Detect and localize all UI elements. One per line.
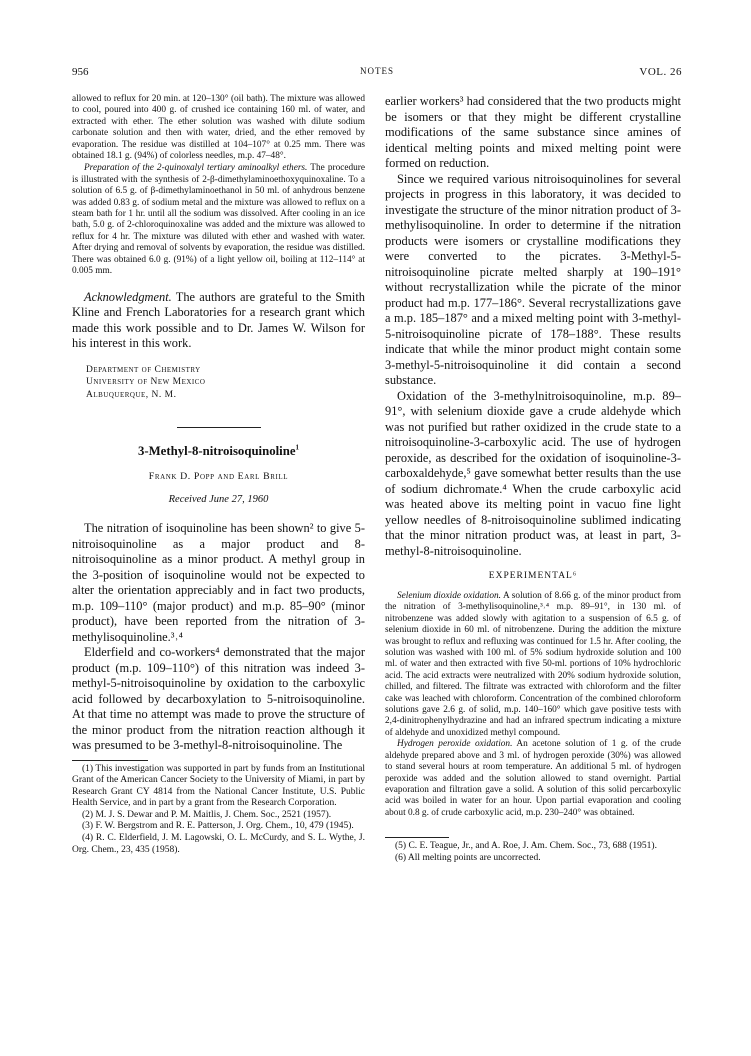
article-title-text: 3-Methyl-8-nitroisoquinoline [137, 444, 296, 458]
acknowledgment-text: The authors are grateful to the Smith Kline and French Laboratories for a research grant which made this work possible and to Dr. James W. Wilson for his interest in this work. [72, 289, 365, 350]
footnote-rule [385, 837, 449, 838]
previous-article-paragraph: allowed to reflux for 20 min. at 120–130° (oil bath). The mixture was allowed to cool, poured into 400 g. of crushed ice containing 160 ml. of water, and extracted with ether. The ether solution was washed with dilute sodium carbonate solution and then with water, dried, and the ether removed by evaporation. The residue was distilled at 104–107° at 0.25 mm. There was obtained 18.1 g. (94%) of colorless needles, m.p. 47–48°. [72, 94, 365, 162]
earlier-workers-paragraph: earlier workers³ had considered that the two products might be isomers or that they might be different crystalline modifications of the same substance since amines of identical melting points and mixed melting point were formed on reduction. [385, 94, 681, 170]
right-column [385, 94, 681, 864]
page-header [72, 66, 682, 82]
footnotes-right [385, 841, 681, 864]
selenium-heading: Selenium dioxide oxidation. [397, 591, 501, 601]
preparation-heading: Preparation of the 2-quinoxalyl tertiary aminoalkyl ethers. [84, 163, 308, 174]
intro-paragraph: The nitration of isoquinoline has been shown² to give 5-nitroisoquinoline as a major product and 8-nitroisoquinoline as a minor product. A methyl group in the 3-position of isoquinoline would not be expected to alter the orientation appreciably and in fact two products, m.p. 109–110° (major product) and m.p. 85–90° (minor product), have been reported from the nitration of 3-methylisoquinoline.³˒⁴ [72, 521, 365, 644]
authors: Frank D. Popp and Earl Brill [148, 471, 289, 482]
peroxide-paragraph [385, 739, 681, 819]
selenium-text: A solution of 8.66 g. of the minor product from the nitration of 3-methylisoquinoline,³˒⁴ m.p. 89–91°, in 130 ml. of nitrobenzene was added slowly with agitation to a suspension of 6.5 g. of selenium dioxide in 60 ml. of nitrobenzene. During the addition the mixture was brought to reflux and refluxing was continued for 1.5 hr. After cooling, the solution was washed with 100 ml. of 5% sodium hydroxide solution and 100 ml. of water and then extracted with five 50-ml. portions of 10% hydrochloric acid. The acid extracts were neutralized with 20% sodium hydroxide solution, chilled, and filtered. The filtrate was extracted with chloroform and the filter cake was leached with chloroform. Concentration of the combined chloroform solutions gave 2.6 g. of solid, m.p. 140–160° which gave positive tests with 2,4-dinitrophenylhydrazine and had an infrared spectrum indicating a mixture of aldehyde and unoxidized methyl compound. [385, 591, 681, 738]
peroxide-text: An acetone solution of 1 g. of the crude aldehyde prepared above and 3 ml. of hydrogen peroxide (30%) was allowed to stand several hours at room temperature. An additional 5 ml. of hydrogen peroxide was added and the solution allowed to stand overnight. Partial evaporation and filtration gave a solid. A solution of this solid percarboxylic acid was boiled in water for an hour. Upon partial evaporation and cooling about 0.8 g. of crude carboxylic acid, m.p. 230–240° was obtained. [385, 739, 681, 818]
affiliation-line: Albuquerque, N. M. [86, 389, 177, 400]
running-title: NOTES [360, 66, 394, 76]
affiliation-line: University of New Mexico [86, 377, 206, 387]
article-title [72, 444, 365, 459]
elderfield-paragraph: Elderfield and co-workers⁴ demonstrated that the major product (m.p. 109–110°) of this nitration was indeed 3-methyl-5-nitroisoquinoline by oxidation to the carboxylic acid followed by decarboxylation to 5-nitroisoquinoline. At that time no attempt was made to prove the structure of the minor product from the nitration reaction although it was presumed to be 3-methyl-8-nitroisoquinoline. The [72, 645, 365, 752]
left-column [72, 94, 365, 856]
footnote-rule [72, 760, 148, 761]
oxidation-paragraph: Oxidation of the 3-methylnitroisoquinoline, m.p. 89–91°, with selenium dioxide gave a crude aldehyde which was not purified but rather oxidized in the crude state to a nitroisoquinoline-3-carboxylic acid. The use of hydrogen peroxide, as described for the oxidation of isoquinoline-3-carboxaldehyde,⁵ gave somewhat better results than the use of sodium dichromate.⁴ When the crude carboxylic acid was heated above its melting point in vacuo fine light yellow needles of 8-nitroisoquinoline sublimed indicating that the minor nitration product was, at least in part, 3-methyl-8-nitroisoquinoline. [385, 388, 681, 558]
page-number: 956 [72, 66, 89, 78]
received-date: Received June 27, 1960 [168, 494, 269, 505]
affiliation-block [72, 364, 365, 402]
acknowledgment-paragraph [72, 290, 365, 352]
affiliation-line: Department of Chemistry [86, 364, 201, 375]
section-divider [177, 427, 261, 428]
footnote: (4) R. C. Elderfield, J. M. Lagowski, O. L. McCurdy, and S. L. Wythe, J. Org. Chem., 23, 435 (1958). [72, 833, 365, 855]
selenium-paragraph [385, 591, 681, 739]
footnote: (2) M. J. S. Dewar and P. M. Maitlis, J. Chem. Soc., 2521 (1957). [82, 809, 332, 820]
preparation-text: The procedure is illustrated with the synthesis of 2-β-dimethylaminoethoxyquinoxaline. To a solution of 6.5 g. of β-dimethylaminoethanol in 50 ml. of anhydrous benzene was added 0.83 g. of sodium metal and the mixture was allowed to reflux on a steam bath for 1 hr. until all the sodium was dissolved. After cooling in an ice bath, 5.0 g. of 2-chloroquinoxaline was added and the mixture was allowed to reflux for 4 hr. The mixture was diluted with ether and washed with water. After drying and removal of solvents by evaporation, the residue was distilled. There was obtained 6.0 g. (91%) of a light yellow oil, boiling at 112–114° at 0.005 mm. [72, 163, 365, 277]
acknowledgment-heading: Acknowledgment. [84, 289, 172, 304]
footnote: (5) C. E. Teague, Jr., and A. Roe, J. Am. Chem. Soc., 73, 688 (1951). [395, 841, 657, 852]
peroxide-heading: Hydrogen peroxide oxidation. [397, 739, 513, 750]
footnote: (3) F. W. Bergstrom and R. E. Patterson, J. Org. Chem., 10, 479 (1945). [82, 821, 354, 832]
article-title-footnote-mark: 1 [295, 443, 300, 452]
volume-label: VOL. 26 [639, 66, 682, 78]
footnote: (1) This investigation was supported in part by funds from an Institutional Grant of the American Cancer Society to the University of Miami, in part by Research Grant CY 4814 from the National Cancer Institute, U.S. Public Health Service, and in part by a grant from the Research Corporation. [72, 763, 365, 809]
footnotes-left [72, 764, 365, 857]
experimental-heading: EXPERIMENTAL⁶ [488, 571, 578, 581]
investigation-paragraph: Since we required various nitroisoquinolines for several projects in progress in this laboratory, it was decided to investigate the structure of the minor nitration product of 3-methylisoquinoline. In order to determine if the nitration products were isomers or crystalline modifications they were converted to the picrates. 3-Methyl-5-nitroisoquinoline picrate melted sharply at 190–191° without recrystallization while the picrate of the minor product had m.p. 177–186°. Several recrystallizations gave a m.p. 185–187° and a mixed melting point with 3-methyl-5-nitroisoquinoline picrate of 178–188°. These results indicate that while the minor product might contain some 3-methyl-5-nitroisoquinoline it did contain a second substance. [385, 171, 681, 387]
footnote: (6) All melting points are uncorrected. [395, 852, 541, 863]
preparation-paragraph [72, 163, 365, 277]
